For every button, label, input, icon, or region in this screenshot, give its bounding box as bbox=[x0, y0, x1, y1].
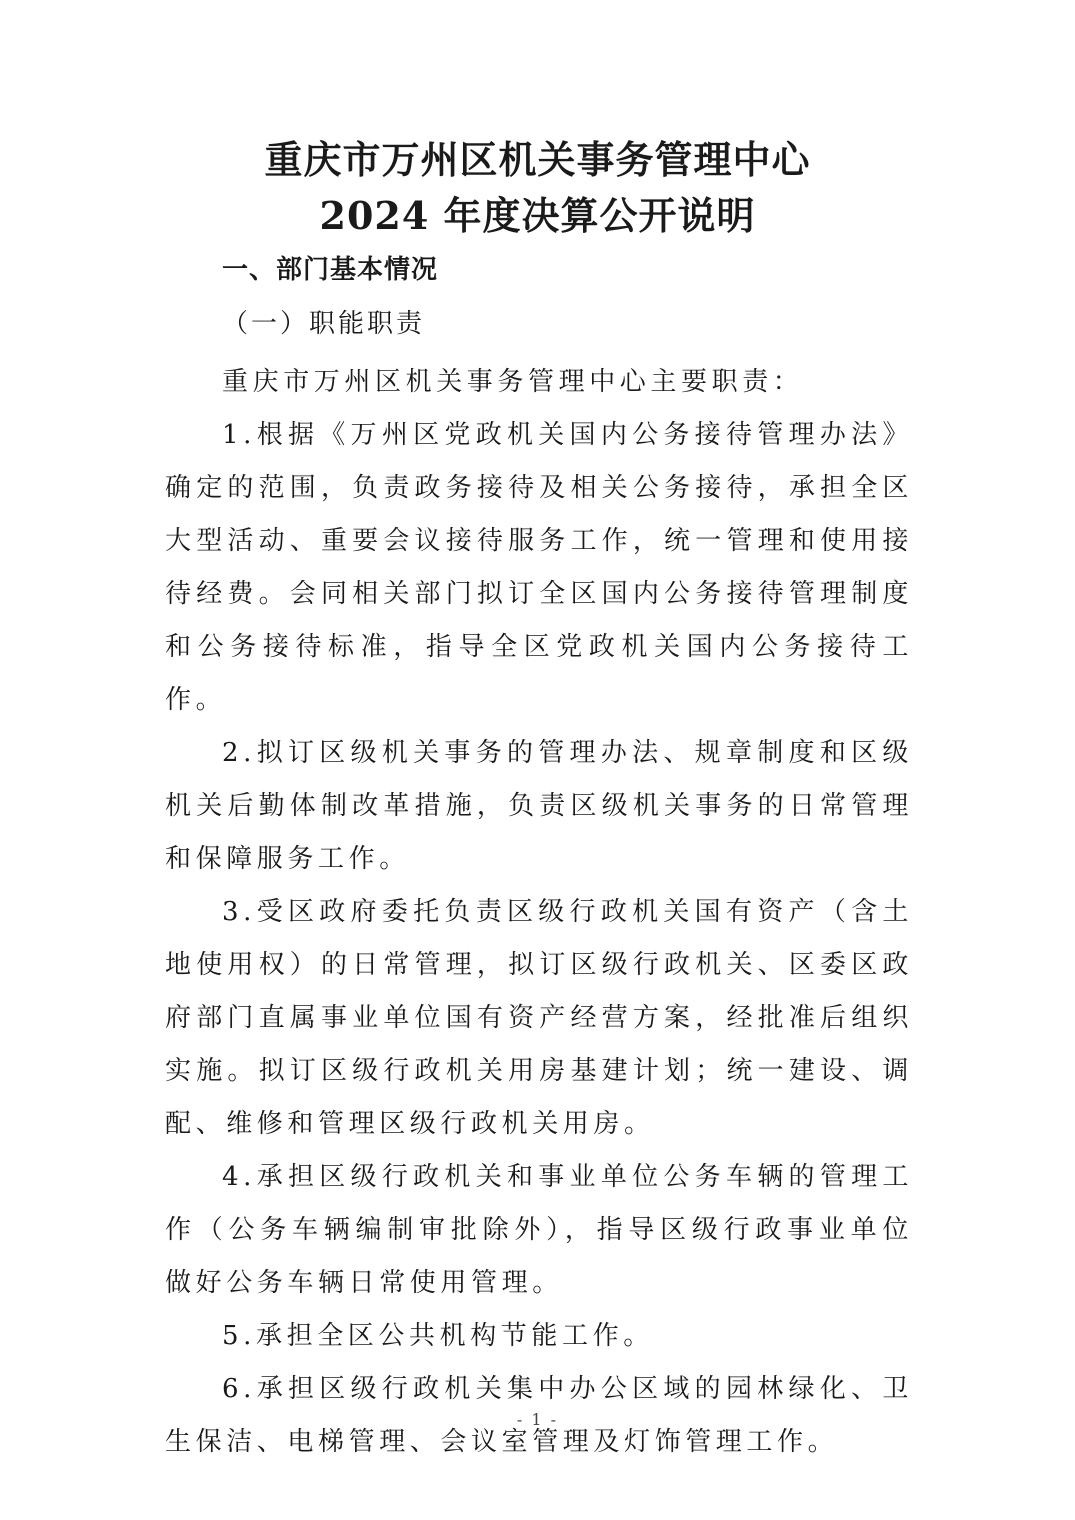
page-number: - 1 - bbox=[516, 1410, 559, 1429]
paragraph-duty-2: 2.拟订区级机关事务的管理办法、规章制度和区级机关后勤体制改革措施，负责区级机关事务的日常管理和保障服务工作。 bbox=[165, 738, 913, 874]
paragraph-duty-4: 4.承担区级行政机关和事业单位公务车辆的管理工作（公务车辆编制审批除外），指导区级行政事业单位做好公务车辆日常使用管理。 bbox=[165, 1162, 913, 1298]
subsection-heading-duties: （一）职能职责 bbox=[222, 309, 426, 339]
paragraph-duty-6: 6.承担区级行政机关集中办公区域的园林绿化、卫生保洁、电梯管理、会议室管理及灯饰管理工作。 bbox=[165, 1374, 913, 1457]
paragraph-intro: 重庆市万州区机关事务管理中心主要职责： bbox=[222, 367, 804, 397]
document-title-line1: 重庆市万州区机关事务管理中心 bbox=[264, 137, 811, 182]
paragraph-duty-1: 1.根据《万州区党政机关国内公务接待管理办法》确定的范围，负责政务接待及相关公务接待，承担全区大型活动、重要会议接待服务工作，统一管理和使用接待经费。会同相关部门拟订全区国内公务接待管理制度和公务接待标准，指导全区党政机关国内公务接待工作。 bbox=[165, 420, 913, 715]
paragraph-duty-3: 3.受区政府委托负责区级行政机关国有资产（含土地使用权）的日常管理，拟订区级行政机关、区委区政府部门直属事业单位国有资产经营方案，经批准后组织实施。拟订区级行政机关用房基建计划；统一建设、调配、维修和管理区级行政机关用房。 bbox=[165, 897, 913, 1139]
body-text bbox=[165, 356, 913, 1469]
section-heading-basic-info: 一、部门基本情况 bbox=[222, 255, 439, 285]
paragraph-duty-5: 5.承担全区公共机构节能工作。 bbox=[222, 1321, 654, 1351]
document-title-line2: 2024 年度决算公开说明 bbox=[319, 193, 756, 238]
